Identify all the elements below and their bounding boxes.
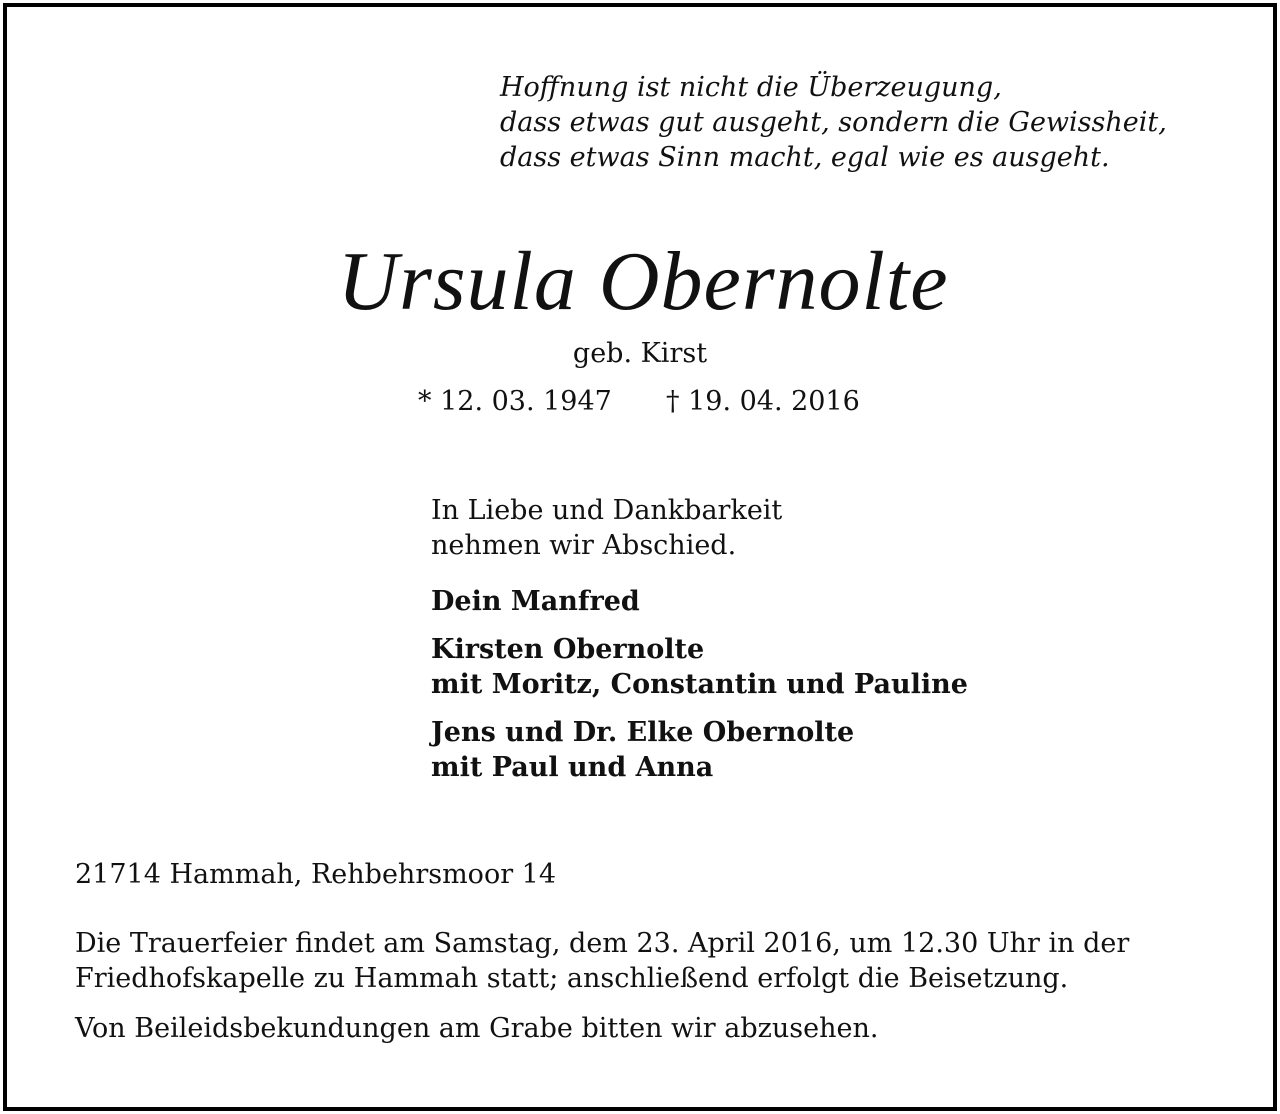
mourner-line: Kirsten Obernolte	[431, 634, 705, 665]
quote-block	[500, 70, 1167, 175]
mourner-line: mit Moritz, Constantin und Pauline	[431, 669, 968, 700]
quote-line: dass etwas Sinn macht, egal wie es ausgeht.	[500, 142, 1110, 173]
address: 21714 Hammah, Rehbehrsmoor 14	[75, 859, 557, 890]
funeral-info	[75, 926, 1129, 996]
death-date: † 19. 04. 2016	[666, 386, 860, 417]
farewell-line: nehmen wir Abschied.	[431, 530, 737, 561]
condolence-note: Von Beileidsbekundungen am Grabe bitten wir abzusehen.	[75, 1013, 879, 1044]
mourners-list	[431, 584, 968, 798]
mourner-group	[431, 715, 968, 785]
mourner-line: Dein Manfred	[431, 586, 640, 617]
mourner-group	[431, 632, 968, 702]
farewell-line: In Liebe und Dankbarkeit	[431, 495, 783, 526]
farewell-text	[431, 493, 782, 563]
deceased-name: Ursula Obernolte	[337, 235, 949, 328]
funeral-line: Friedhofskapelle zu Hammah statt; anschließend erfolgt die Beisetzung.	[75, 963, 1069, 994]
birth-date: * 12. 03. 1947	[418, 386, 612, 417]
quote-line: dass etwas gut ausgeht, sondern die Gewissheit,	[500, 107, 1167, 138]
funeral-line: Die Trauerfeier findet am Samstag, dem 23. April 2016, um 12.30 Uhr in der	[75, 928, 1130, 959]
mourner-line: Jens und Dr. Elke Obernolte	[431, 717, 855, 748]
mourner-line: mit Paul und Anna	[431, 752, 714, 783]
mourner-group	[431, 584, 968, 619]
maiden-name: geb. Kirst	[572, 338, 708, 369]
quote-line: Hoffnung ist nicht die Überzeugung,	[500, 72, 1002, 103]
